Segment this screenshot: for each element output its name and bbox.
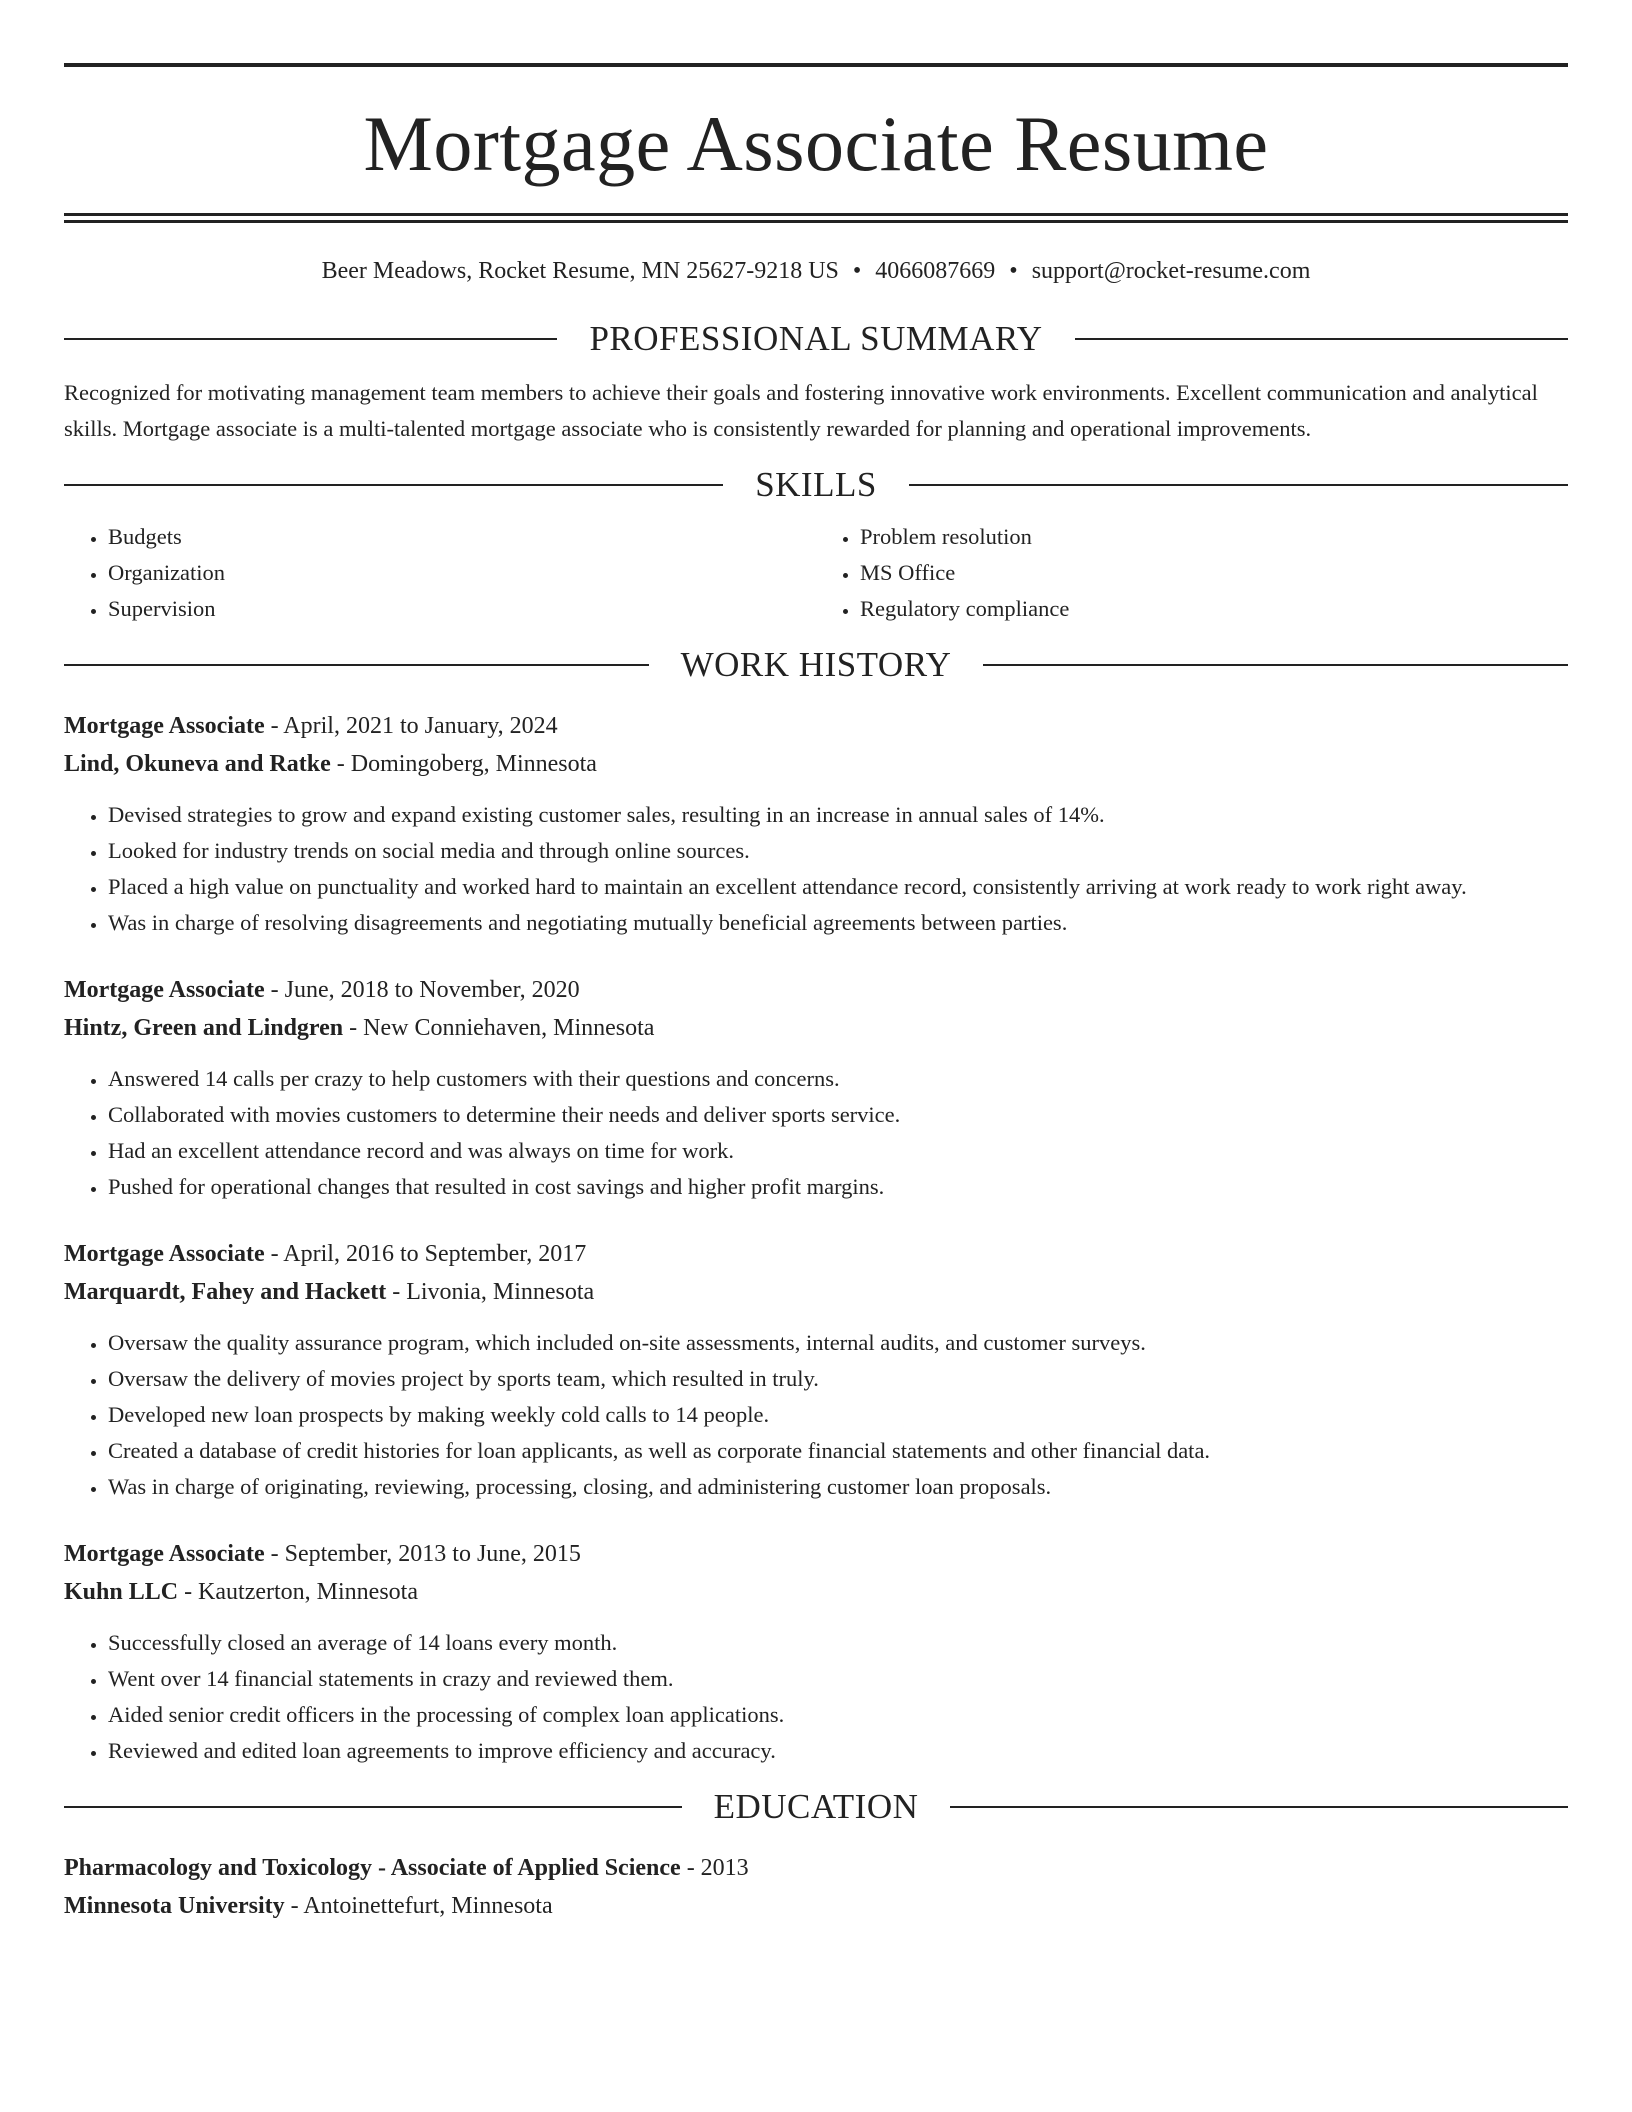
job-dates: - June, 2018 to November, 2020 (264, 977, 580, 1003)
job-company-line (64, 745, 1568, 783)
job-title-line (64, 1535, 1568, 1573)
job-company: Hintz, Green and Lindgren (64, 1015, 344, 1041)
job-bullet: • Looked for industry trends on social media and through online sources. (108, 833, 1568, 869)
resume-title: Mortgage Associate Resume (363, 100, 1269, 187)
job-title-line (64, 971, 1568, 1009)
contact-separator: • (852, 258, 862, 284)
divider (909, 484, 1568, 486)
divider (64, 664, 649, 666)
job-bullet: • Reviewed and edited loan agreements to improve efficiency and accuracy. (108, 1733, 1568, 1769)
job-bullets (64, 1061, 1568, 1205)
job-bullet: • Developed new loan prospects by making weekly cold calls to 14 people. (108, 1397, 1568, 1433)
education-year: - 2013 (680, 1855, 749, 1881)
skill-item: • MS Office (860, 555, 1568, 591)
header-top-rule (64, 63, 1568, 67)
job-dates: - September, 2013 to June, 2015 (264, 1541, 581, 1567)
job-location: - Domingoberg, Minnesota (330, 751, 597, 777)
job-entry (64, 1235, 1568, 1505)
job-bullet: • Had an excellent attendance record and was always on time for work. (108, 1133, 1568, 1169)
job-title-line (64, 707, 1568, 745)
job-location: - New Conniehaven, Minnesota (343, 1015, 655, 1041)
job-bullet: • Collaborated with movies customers to determine their needs and deliver sports service. (108, 1097, 1568, 1133)
divider (64, 1806, 682, 1808)
section-heading-work (64, 645, 1568, 685)
divider (64, 484, 723, 486)
section-title: PROFESSIONAL SUMMARY (589, 319, 1043, 358)
skills-column-left (64, 519, 816, 627)
divider (64, 338, 557, 340)
job-company-line (64, 1009, 1568, 1047)
job-bullet: • Was in charge of originating, reviewing, processing, closing, and administering customer loan proposals. (108, 1469, 1568, 1505)
skill-item: • Regulatory compliance (860, 591, 1568, 627)
education-school: Minnesota University (64, 1893, 285, 1919)
contact-phone[interactable]: 4066087669 (875, 258, 996, 284)
divider (950, 1806, 1568, 1808)
job-title: Mortgage Associate (64, 713, 265, 739)
job-bullet: • Successfully closed an average of 14 loans every month. (108, 1625, 1568, 1661)
job-bullet: • Placed a high value on punctuality and worked hard to maintain an excellent attendance record, consistently arriving at work ready to work right away. (108, 869, 1568, 905)
skill-item: • Problem resolution (860, 519, 1568, 555)
divider (983, 664, 1568, 666)
job-company: Kuhn LLC (64, 1579, 179, 1605)
education-degree: Pharmacology and Toxicology - Associate of Applied Science (64, 1855, 681, 1881)
job-location: - Kautzerton, Minnesota (178, 1579, 418, 1605)
skills-column-right (816, 519, 1568, 627)
divider (1075, 338, 1568, 340)
job-bullet: • Went over 14 financial statements in crazy and reviewed them. (108, 1661, 1568, 1697)
job-bullet: • Aided senior credit officers in the processing of complex loan applications. (108, 1697, 1568, 1733)
job-entry (64, 971, 1568, 1205)
contact-line (64, 253, 1568, 289)
skills-list (64, 519, 1568, 627)
job-bullet: • Oversaw the quality assurance program, which included on-site assessments, internal audits, and customer surveys. (108, 1325, 1568, 1361)
job-title: Mortgage Associate (64, 977, 265, 1003)
section-title: EDUCATION (713, 1787, 919, 1826)
job-company: Lind, Okuneva and Ratke (64, 751, 331, 777)
job-dates: - April, 2016 to September, 2017 (264, 1241, 587, 1267)
section-title: SKILLS (755, 465, 877, 504)
section-heading-skills (64, 465, 1568, 505)
job-dates: - April, 2021 to January, 2024 (264, 713, 558, 739)
skill-item: • Budgets (108, 519, 816, 555)
contact-separator: • (1009, 258, 1018, 284)
job-company-line (64, 1273, 1568, 1311)
skill-item: • Organization (108, 555, 816, 591)
job-entry (64, 1535, 1568, 1769)
skill-item: • Supervision (108, 591, 816, 627)
job-bullet: • Pushed for operational changes that resulted in cost savings and higher profit margins. (108, 1169, 1568, 1205)
job-bullets (64, 1625, 1568, 1769)
job-bullet: • Devised strategies to grow and expand existing customer sales, resulting in an increase in annual sales of 14%. (108, 797, 1568, 833)
job-bullet: • Created a database of credit histories for loan applicants, as well as corporate financial statements and other financial data. (108, 1433, 1568, 1469)
job-entry (64, 707, 1568, 941)
job-bullets (64, 797, 1568, 941)
contact-email[interactable]: support@rocket-resume.com (1031, 258, 1311, 284)
section-heading-summary (64, 319, 1568, 359)
education-location: - Antoinettefurt, Minnesota (284, 1893, 553, 1919)
education-entry (64, 1849, 1568, 1925)
job-bullet: • Answered 14 calls per crazy to help customers with their questions and concerns. (108, 1061, 1568, 1097)
job-bullets (64, 1325, 1568, 1505)
contact-address: Beer Meadows, Rocket Resume, MN 25627-9218 US (321, 258, 839, 284)
job-location: - Livonia, Minnesota (386, 1279, 595, 1305)
job-bullet: • Oversaw the delivery of movies project by sports team, which resulted in truly. (108, 1361, 1568, 1397)
header-double-rule (64, 213, 1568, 223)
job-company-line (64, 1573, 1568, 1611)
job-bullet: • Was in charge of resolving disagreements and negotiating mutually beneficial agreements between parties. (108, 905, 1568, 941)
job-company: Marquardt, Fahey and Hackett (64, 1279, 387, 1305)
education-degree-line (64, 1849, 1568, 1887)
job-title: Mortgage Associate (64, 1241, 265, 1267)
job-title: Mortgage Associate (64, 1541, 265, 1567)
summary-text: Recognized for motivating management team members to achieve their goals and fostering innovative work environments. Excellent communication and analytical skills. Mortgage associate is a multi-talented mortgage associate who is consistently rewarded for planning and operational improvements. (64, 380, 1538, 441)
section-heading-education (64, 1787, 1568, 1827)
section-title: WORK HISTORY (680, 645, 952, 684)
job-title-line (64, 1235, 1568, 1273)
education-school-line (64, 1887, 1568, 1925)
